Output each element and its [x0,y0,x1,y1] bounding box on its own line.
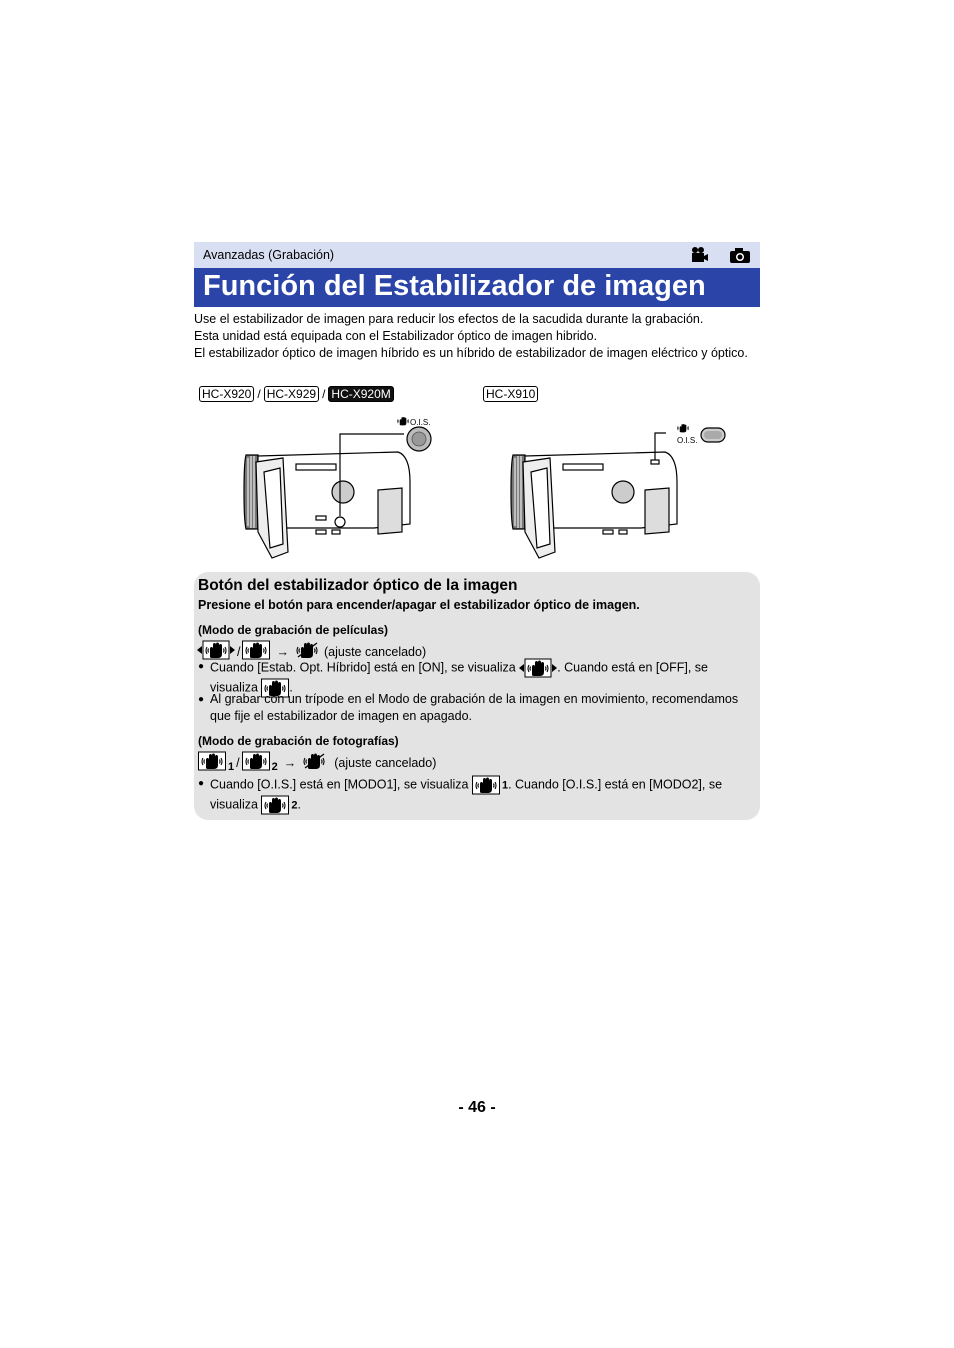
ois-mode2-icon [242,751,272,776]
hybrid-ois-icon [519,658,557,678]
panel-lead: Presione el botón para encender/apagar el estabilizador óptico de imagen. [198,598,640,612]
panel-heading: Botón del estabilizador óptico de la imagen [198,577,518,594]
intro-line-3: El estabilizador óptico de imagen híbrido es un híbrido de estabilizador de imagen eléctrico y óptico. [194,346,748,360]
ois-mode2-icon [261,795,291,815]
cancel-text: (ajuste cancelado) [334,756,437,770]
camcorder-figure-left [228,412,448,567]
mode1-digit: 1 [228,761,235,773]
ois-label: O.I.S. [410,418,431,427]
intro-text [194,311,760,362]
movie-bullet-1-part-c: . [289,680,293,695]
photo-bullet-1-part-a: Cuando [O.I.S.] está en [MODO1], se visualiza [210,777,469,792]
still-camera-icon [730,248,750,263]
ois-hand-icon [398,417,409,426]
photo-bullet-1-part-b: . Cuando [O.I.S.] está en [MODO2], se visualiza [210,777,723,812]
ois-mode1-icon [198,751,228,776]
mode1-digit: 1 [501,779,509,792]
camcorder-figure-right [505,412,730,567]
model-tag-label: HC-X910 [483,386,538,402]
intro-line-1: Use el estabilizador de imagen para reducir los efectos de la sacudida durante la grabación. [194,312,704,326]
cancel-text: (ajuste cancelado) [323,645,427,659]
movie-mode-title: (Modo de grabación de películas) [198,623,389,637]
movie-bullet-1-part-b: . Cuando está en [OFF], se visualiza [210,660,708,695]
ois-mode1-icon [472,775,502,795]
model-tags-left [199,386,394,402]
model-tag-hc-x920: HC-X920 [199,386,254,402]
arrow: → [276,645,289,659]
model-tag-hc-x920m: HC-X920M [328,386,393,402]
slash: / [236,756,240,770]
ois-cancelled-icon [302,751,328,776]
ois-label: O.I.S. [677,436,698,445]
photo-mode-title: (Modo de grabación de fotografías) [198,734,399,748]
ois-hand-icon [678,424,689,433]
arrow: → [283,756,297,770]
photo-bullet-1-part-c: . [297,797,302,812]
photo-mode-icons [198,751,436,776]
movie-camera-icon [692,247,708,262]
bullet: ● [198,661,205,672]
bullet: ● [198,778,205,789]
model-tag-hc-x910 [483,386,538,402]
model-tag-hc-x929: HC-X929 [264,386,319,402]
movie-bullet-2 [198,691,758,725]
model-separator: / [322,387,326,401]
movie-bullet-1-part-a: Cuando [Estab. Opt. Híbrido] está en [ON], se visualiza [210,660,516,675]
page-title: Función del Estabilizador de imagen [203,270,706,302]
section-label: Avanzadas (Grabación) [203,248,335,262]
slash: / [237,645,241,659]
mode2-digit: 2 [291,799,298,812]
page-number: - 46 - [458,1099,496,1116]
photo-bullet-1 [198,775,758,815]
mode2-digit: 2 [271,761,278,773]
mode-icons [690,246,752,264]
model-separator: / [257,387,261,401]
bullet: ● [198,694,205,705]
intro-line-2: Esta unidad está equipada con el Estabilizador óptico de imagen hibrido. [194,329,598,343]
movie-bullet-2-text: Al grabar con un trípode en el Modo de grabación de la imagen en movimiento, recomendamos que fije el estabilizador de imagen en apagado. [210,692,739,723]
